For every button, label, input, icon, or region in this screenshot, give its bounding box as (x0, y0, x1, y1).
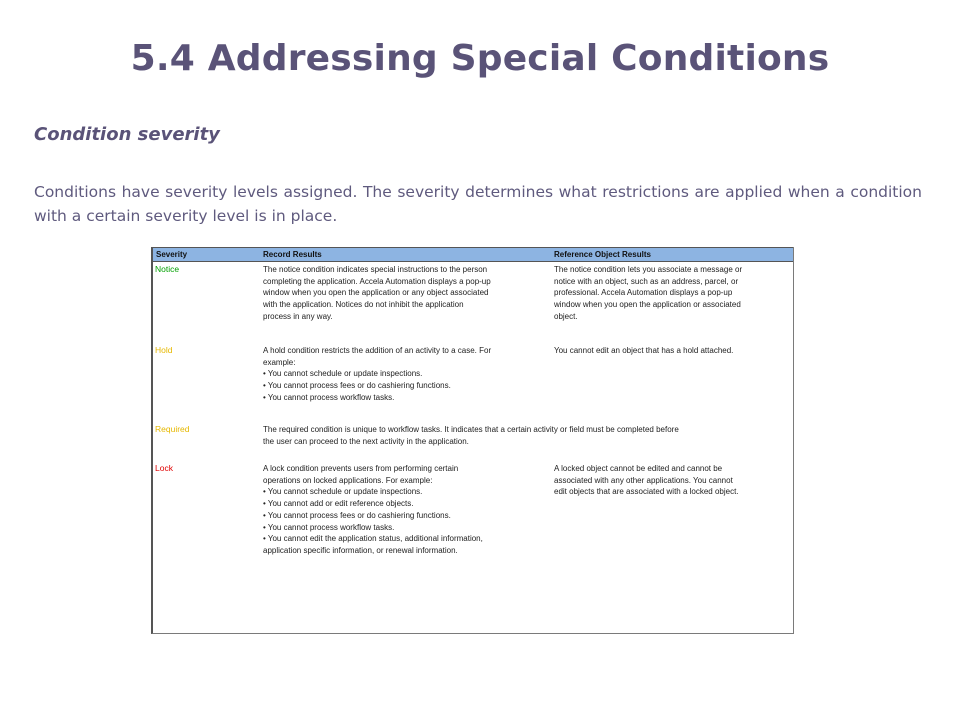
cell-line: professional. Accela Automation displays a pop-up (554, 288, 733, 298)
cell-line: edit objects that are associated with a locked object. (554, 487, 739, 497)
header-record-results: Record Results (263, 250, 322, 259)
cell-line: The notice condition indicates special instructions to the person (263, 265, 488, 274)
cell-line: completing the application. Accela Automation displays a pop-up (263, 276, 491, 286)
record-results-cell (263, 264, 551, 323)
cell-line: object. (554, 311, 578, 321)
header-severity: Severity (156, 250, 188, 259)
cell-line: • You cannot process workflow tasks. (263, 392, 395, 402)
cell-line: window when you open the application or associated (554, 300, 741, 310)
severity-hold: Hold (155, 345, 173, 355)
severity-notice: Notice (155, 264, 180, 274)
severity-required: Required (155, 424, 190, 434)
cell-line: • You cannot process workflow tasks. (263, 522, 395, 532)
cell-line: A hold condition restricts the addition of an activity to a case. For (263, 346, 492, 355)
reference-results-cell (554, 345, 792, 357)
cell-line: • You cannot process fees or do cashiering functions. (263, 510, 451, 520)
cell-line: A lock condition prevents users from performing certain (263, 464, 459, 473)
table-header (153, 247, 793, 262)
severity-table (151, 247, 794, 634)
cell-line: process in any way. (263, 311, 333, 321)
cell-line: application specific information, or renewal information. (263, 545, 458, 555)
header-reference-results: Reference Object Results (554, 250, 651, 259)
record-results-cell (263, 463, 551, 557)
cell-line: • You cannot process fees or do cashiering functions. (263, 381, 451, 391)
subheading: Condition severity (34, 124, 220, 145)
cell-line: • You cannot add or edit reference objects. (263, 499, 414, 509)
cell-line: • You cannot edit the application status, additional information, (263, 534, 483, 544)
reference-results-cell (554, 264, 792, 323)
slide-title: 5.4 Addressing Special Conditions (130, 38, 830, 79)
cell-line: with the application. Notices do not inhibit the application (263, 300, 464, 310)
cell-line: A locked object cannot be edited and cannot be (554, 464, 723, 473)
cell-line: The notice condition lets you associate a message or (554, 265, 743, 274)
cell-line: • You cannot schedule or update inspections. (263, 487, 423, 497)
cell-line: example: (263, 357, 296, 367)
cell-line: notice with an object, such as an address, parcel, or (554, 276, 739, 286)
record-results-cell (263, 424, 793, 447)
cell-line: You cannot edit an object that has a hold attached. (554, 346, 734, 355)
cell-line: associated with any other applications. You cannot (554, 475, 733, 485)
cell-line: • You cannot schedule or update inspections. (263, 369, 423, 379)
cell-line: The required condition is unique to workflow tasks. It indicates that a certain activity or field must be completed before (263, 425, 679, 434)
cell-line: window when you open the application or any object associated (263, 288, 489, 298)
cell-line: operations on locked applications. For example: (263, 475, 433, 485)
reference-results-cell (554, 463, 792, 498)
severity-lock: Lock (155, 463, 173, 473)
body-paragraph: Conditions have severity levels assigned. The severity determines what restrictions are applied when a condition with a certain severity level is in place. (34, 183, 922, 225)
record-results-cell (263, 345, 551, 404)
cell-line: the user can proceed to the next activity in the application. (263, 436, 469, 446)
